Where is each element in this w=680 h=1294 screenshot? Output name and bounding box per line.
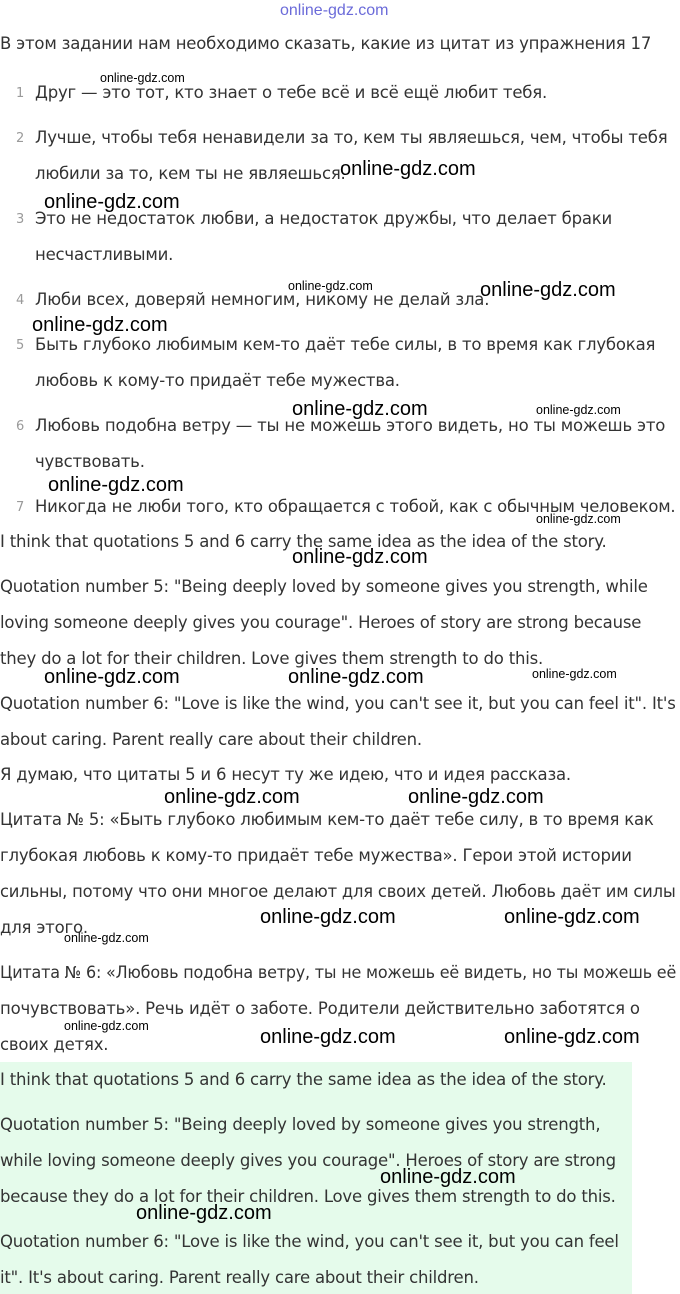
answer-line: Я думаю, что цитаты 5 и 6 несут ту же идею, что и идея рассказа.: [0, 765, 571, 784]
answer-line: Quotation number 6: "Love is like the wind, you can't see it, but you can feel it". It's: [0, 694, 676, 713]
site-header-link[interactable]: online-gdz.com: [280, 2, 389, 19]
answer-line: Quotation number 6: "Love is like the wind, you can't see it, but you can feel: [0, 1232, 619, 1251]
watermark: online-gdz.com: [536, 512, 621, 526]
watermark: online-gdz.com: [380, 1166, 516, 1188]
highlighted-answer-block: [0, 1062, 632, 1294]
watermark: online-gdz.com: [164, 786, 300, 808]
quote-line: Лучше, чтобы тебя ненавидели за то, кем ты являешься, чем, чтобы тебя: [35, 128, 668, 147]
answer-line: для этого.: [0, 918, 88, 937]
quote-line: Люби всех, доверяй немногим, никому не делай зла.: [35, 290, 490, 309]
watermark: online-gdz.com: [480, 279, 616, 301]
quote-number: 1: [16, 86, 25, 101]
quote-line: несчастливыми.: [35, 245, 174, 264]
watermark: online-gdz.com: [292, 398, 428, 420]
watermark: online-gdz.com: [100, 71, 185, 85]
quote-line: Никогда не люби того, кто обращается с тобой, как с обычным человеком.: [35, 497, 676, 516]
quote-number: 7: [16, 500, 25, 515]
quote-line: Это не недостаток любви, а недостаток дружбы, что делает браки: [35, 209, 613, 228]
intro-text: В этом задании нам необходимо сказать, какие из цитат из упражнения 17: [0, 34, 652, 53]
answer-line: Цитата № 5: «Быть глубоко любимым кем-то даёт тебе силу, в то время как: [0, 810, 654, 829]
watermark: online-gdz.com: [64, 931, 149, 945]
watermark: online-gdz.com: [288, 666, 424, 688]
quote-line: чувствовать.: [35, 452, 145, 471]
answer-line: it". It's about caring. Parent really care about their children.: [0, 1268, 479, 1287]
answer-line: глубокая любовь к кому-то придаёт тебе мужества». Герои этой истории: [0, 846, 632, 865]
answer-line: сильны, потому что они многое делают для своих детей. Любовь даёт им силы: [0, 882, 676, 901]
answer-line: Quotation number 5: "Being deeply loved by someone gives you strength,: [0, 1115, 601, 1134]
quote-number: 6: [16, 419, 25, 434]
quote-line: любовь к кому-то придаёт тебе мужества.: [35, 371, 400, 390]
quote-number: 4: [16, 293, 25, 308]
answer-line: своих детях.: [0, 1035, 109, 1054]
answer-line: about caring. Parent really care about their children.: [0, 730, 422, 749]
watermark: online-gdz.com: [292, 546, 428, 568]
watermark: online-gdz.com: [504, 1026, 640, 1048]
watermark: online-gdz.com: [260, 906, 396, 928]
watermark: online-gdz.com: [408, 786, 544, 808]
watermark: online-gdz.com: [48, 474, 184, 496]
answer-line: I think that quotations 5 and 6 carry the same idea as the idea of the story.: [0, 532, 607, 551]
quote-line: Друг — это тот, кто знает о тебе всё и всё ещё любит тебя.: [35, 83, 548, 102]
watermark: online-gdz.com: [260, 1026, 396, 1048]
quote-number: 3: [16, 212, 25, 227]
watermark: online-gdz.com: [64, 1019, 149, 1033]
quote-number: 2: [16, 131, 25, 146]
watermark: online-gdz.com: [532, 667, 617, 681]
watermark: online-gdz.com: [340, 158, 476, 180]
watermark: online-gdz.com: [44, 666, 180, 688]
answer-line: I think that quotations 5 and 6 carry the same idea as the idea of the story.: [0, 1070, 607, 1089]
watermark: online-gdz.com: [136, 1202, 272, 1224]
answer-line: Quotation number 5: "Being deeply loved by someone gives you strength, while: [0, 577, 648, 596]
watermark: online-gdz.com: [32, 314, 168, 336]
answer-line: почувствовать». Речь идёт о заботе. Родители действительно заботятся о: [0, 999, 640, 1018]
answer-line: because they do a lot for their children. Love gives them strength to do this.: [0, 1187, 616, 1206]
watermark: online-gdz.com: [536, 403, 621, 417]
answer-line: loving someone deeply gives you courage". Heroes of story are strong because: [0, 613, 642, 632]
answer-line: they do a lot for their children. Love gives them strength to do this.: [0, 649, 544, 668]
watermark: online-gdz.com: [44, 191, 180, 213]
quote-number: 5: [16, 338, 25, 353]
watermark: online-gdz.com: [288, 279, 373, 293]
answer-line: Цитата № 6: «Любовь подобна ветру, ты не можешь её видеть, но ты можешь её: [0, 963, 677, 982]
answer-line: while loving someone deeply gives you courage". Heroes of story are strong: [0, 1151, 616, 1170]
quote-line: Быть глубоко любимым кем-то даёт тебе силы, в то время как глубокая: [35, 335, 656, 354]
watermark: online-gdz.com: [504, 906, 640, 928]
quote-line: любили за то, кем ты не являешься.: [35, 164, 346, 183]
quote-line: Любовь подобна ветру — ты не можешь этого видеть, но ты можешь это: [35, 416, 666, 435]
